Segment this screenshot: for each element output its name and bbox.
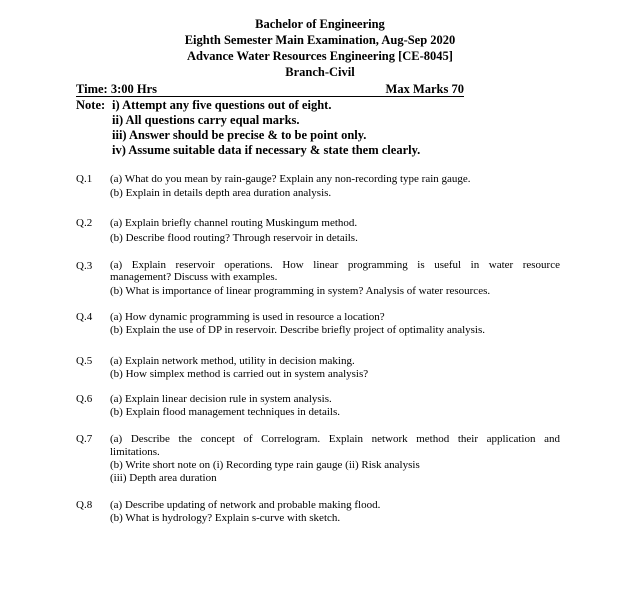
branch-title: Branch-Civil — [285, 65, 355, 79]
question-number: Q.4 — [76, 311, 93, 323]
question-line: (a) How dynamic programming is used in resource a location? — [110, 311, 385, 323]
question-line: (b) Explain flood management techniques in details. — [110, 406, 341, 418]
question-number: Q.7 — [76, 433, 93, 445]
question-number: Q.8 — [76, 499, 93, 511]
question-line: (iii) Depth area duration — [110, 472, 217, 484]
question-line: (b) What is hydrology? Explain s-curve with sketch. — [110, 512, 341, 524]
question-line: (a) Explain linear decision rule in system analysis. — [110, 393, 332, 405]
question-line: (b) Explain the use of DP in reservoir. Describe briefly project of optimality analysis. — [110, 324, 486, 336]
question-line: (a) Explain reservoir operations. How linear programming is useful in water resource — [110, 259, 560, 271]
question-line: (a) Explain briefly channel routing Muskingum method. — [110, 217, 358, 229]
note-item: i) Attempt any five questions out of eight. — [112, 98, 332, 112]
question-line: (b) Describe flood routing? Through reservoir in details. — [110, 232, 358, 244]
question-number: Q.2 — [76, 217, 93, 229]
question-line: (b) Explain in details depth area duration analysis. — [110, 187, 332, 199]
max-marks-label: Max Marks 70 — [385, 82, 464, 96]
question-line: (b) How simplex method is carried out in system analysis? — [110, 368, 369, 380]
subject-title: Advance Water Resources Engineering [CE-8045] — [187, 49, 453, 63]
question-line: limitations. — [110, 446, 160, 458]
question-number: Q.1 — [76, 173, 93, 185]
degree-title: Bachelor of Engineering — [255, 17, 385, 31]
note-label: Note: — [76, 98, 106, 112]
question-line: (a) Describe the concept of Correlogram. Explain network method their application and — [110, 433, 560, 445]
time-marks-row — [76, 82, 464, 97]
question-number: Q.5 — [76, 355, 93, 367]
question-line: (a) Describe updating of network and probable making flood. — [110, 499, 381, 511]
question-line: (a) What do you mean by rain-gauge? Explain any non-recording type rain gauge. — [110, 173, 471, 185]
note-item: iv) Assume suitable data if necessary & state them clearly. — [112, 143, 421, 157]
question-line: (b) Write short note on (i) Recording type rain gauge (ii) Risk analysis — [110, 459, 420, 471]
question-line: (b) What is importance of linear programming in system? Analysis of water resources. — [110, 285, 491, 297]
note-item: ii) All questions carry equal marks. — [112, 113, 300, 127]
note-item: iii) Answer should be precise & to be point only. — [112, 128, 367, 142]
question-line: management? Discuss with examples. — [110, 271, 278, 283]
time-label: Time: 3:00 Hrs — [76, 82, 158, 96]
question-line: (a) Explain network method, utility in decision making. — [110, 355, 355, 367]
question-number: Q.3 — [76, 260, 93, 272]
exam-title: Eighth Semester Main Examination, Aug-Sep 2020 — [184, 33, 456, 47]
question-number: Q.6 — [76, 393, 93, 405]
